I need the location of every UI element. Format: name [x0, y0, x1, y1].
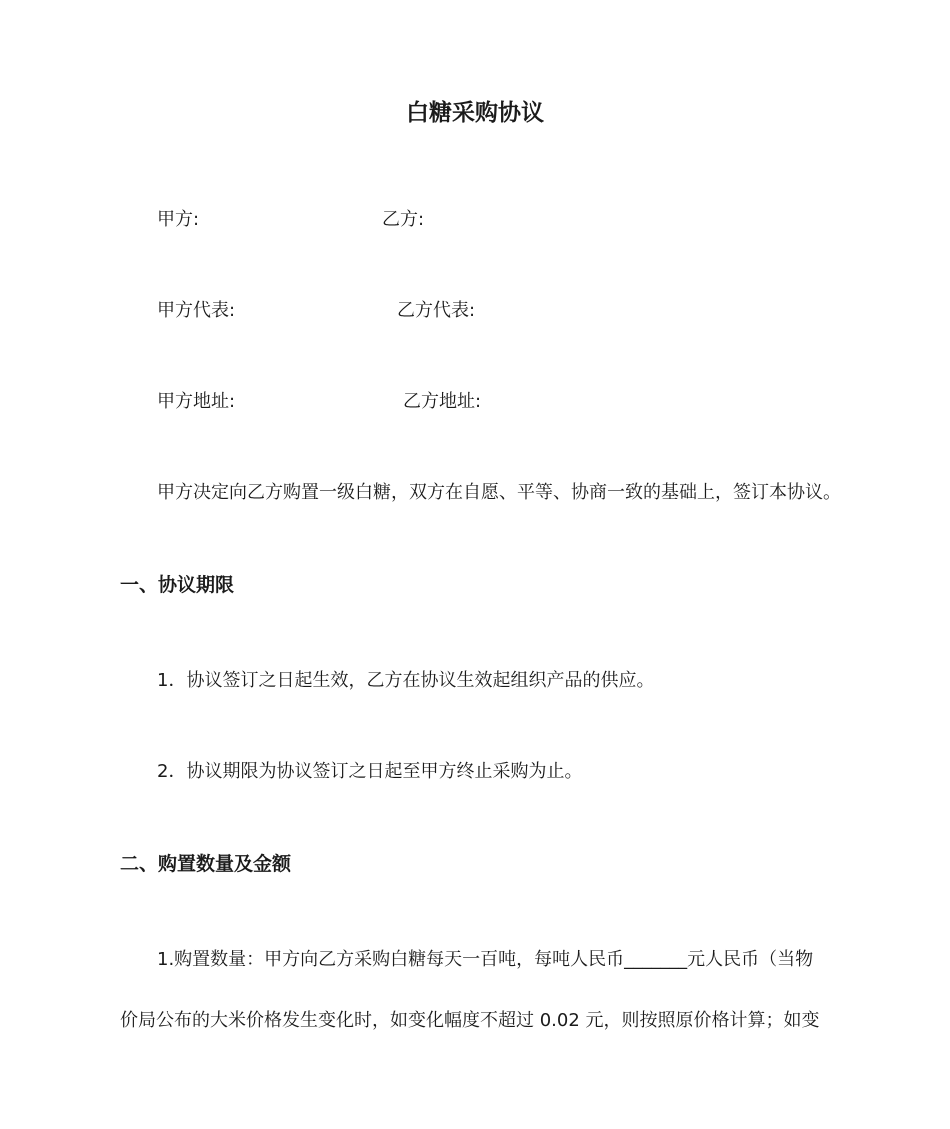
- party-b-label: 乙方:: [382, 209, 425, 230]
- intro-paragraph: 甲方决定向乙方购置一级白糖，双方在自愿、平等、协商一致的基础上，签订本协议。: [157, 482, 841, 503]
- term-clause-1: 1．协议签订之日起生效，乙方在协议生效起组织产品的供应。: [157, 670, 655, 691]
- quantity-clause-line-2: 价局公布的大米价格发生变化时，如变化幅度不超过 0.02 元，则按照原价格计算；如变: [120, 1010, 820, 1031]
- section-heading-quantity: 二、购置数量及金额: [120, 853, 292, 875]
- party-a-address-label: 甲方地址:: [157, 391, 236, 412]
- party-b-representative-label: 乙方代表:: [397, 300, 476, 321]
- section-heading-term: 一、协议期限: [120, 574, 235, 596]
- party-a-representative-label: 甲方代表:: [157, 300, 236, 321]
- document-title: 白糖采购协议: [406, 100, 544, 126]
- quantity-clause-line-1: 1.购置数量：甲方向乙方采购白糖每天一百吨，每吨人民币_______元人民币（当物: [157, 949, 814, 970]
- term-clause-2: 2．协议期限为协议签订之日起至甲方终止采购为止。: [157, 761, 583, 782]
- party-a-label: 甲方:: [157, 209, 200, 230]
- party-b-address-label: 乙方地址:: [403, 391, 482, 412]
